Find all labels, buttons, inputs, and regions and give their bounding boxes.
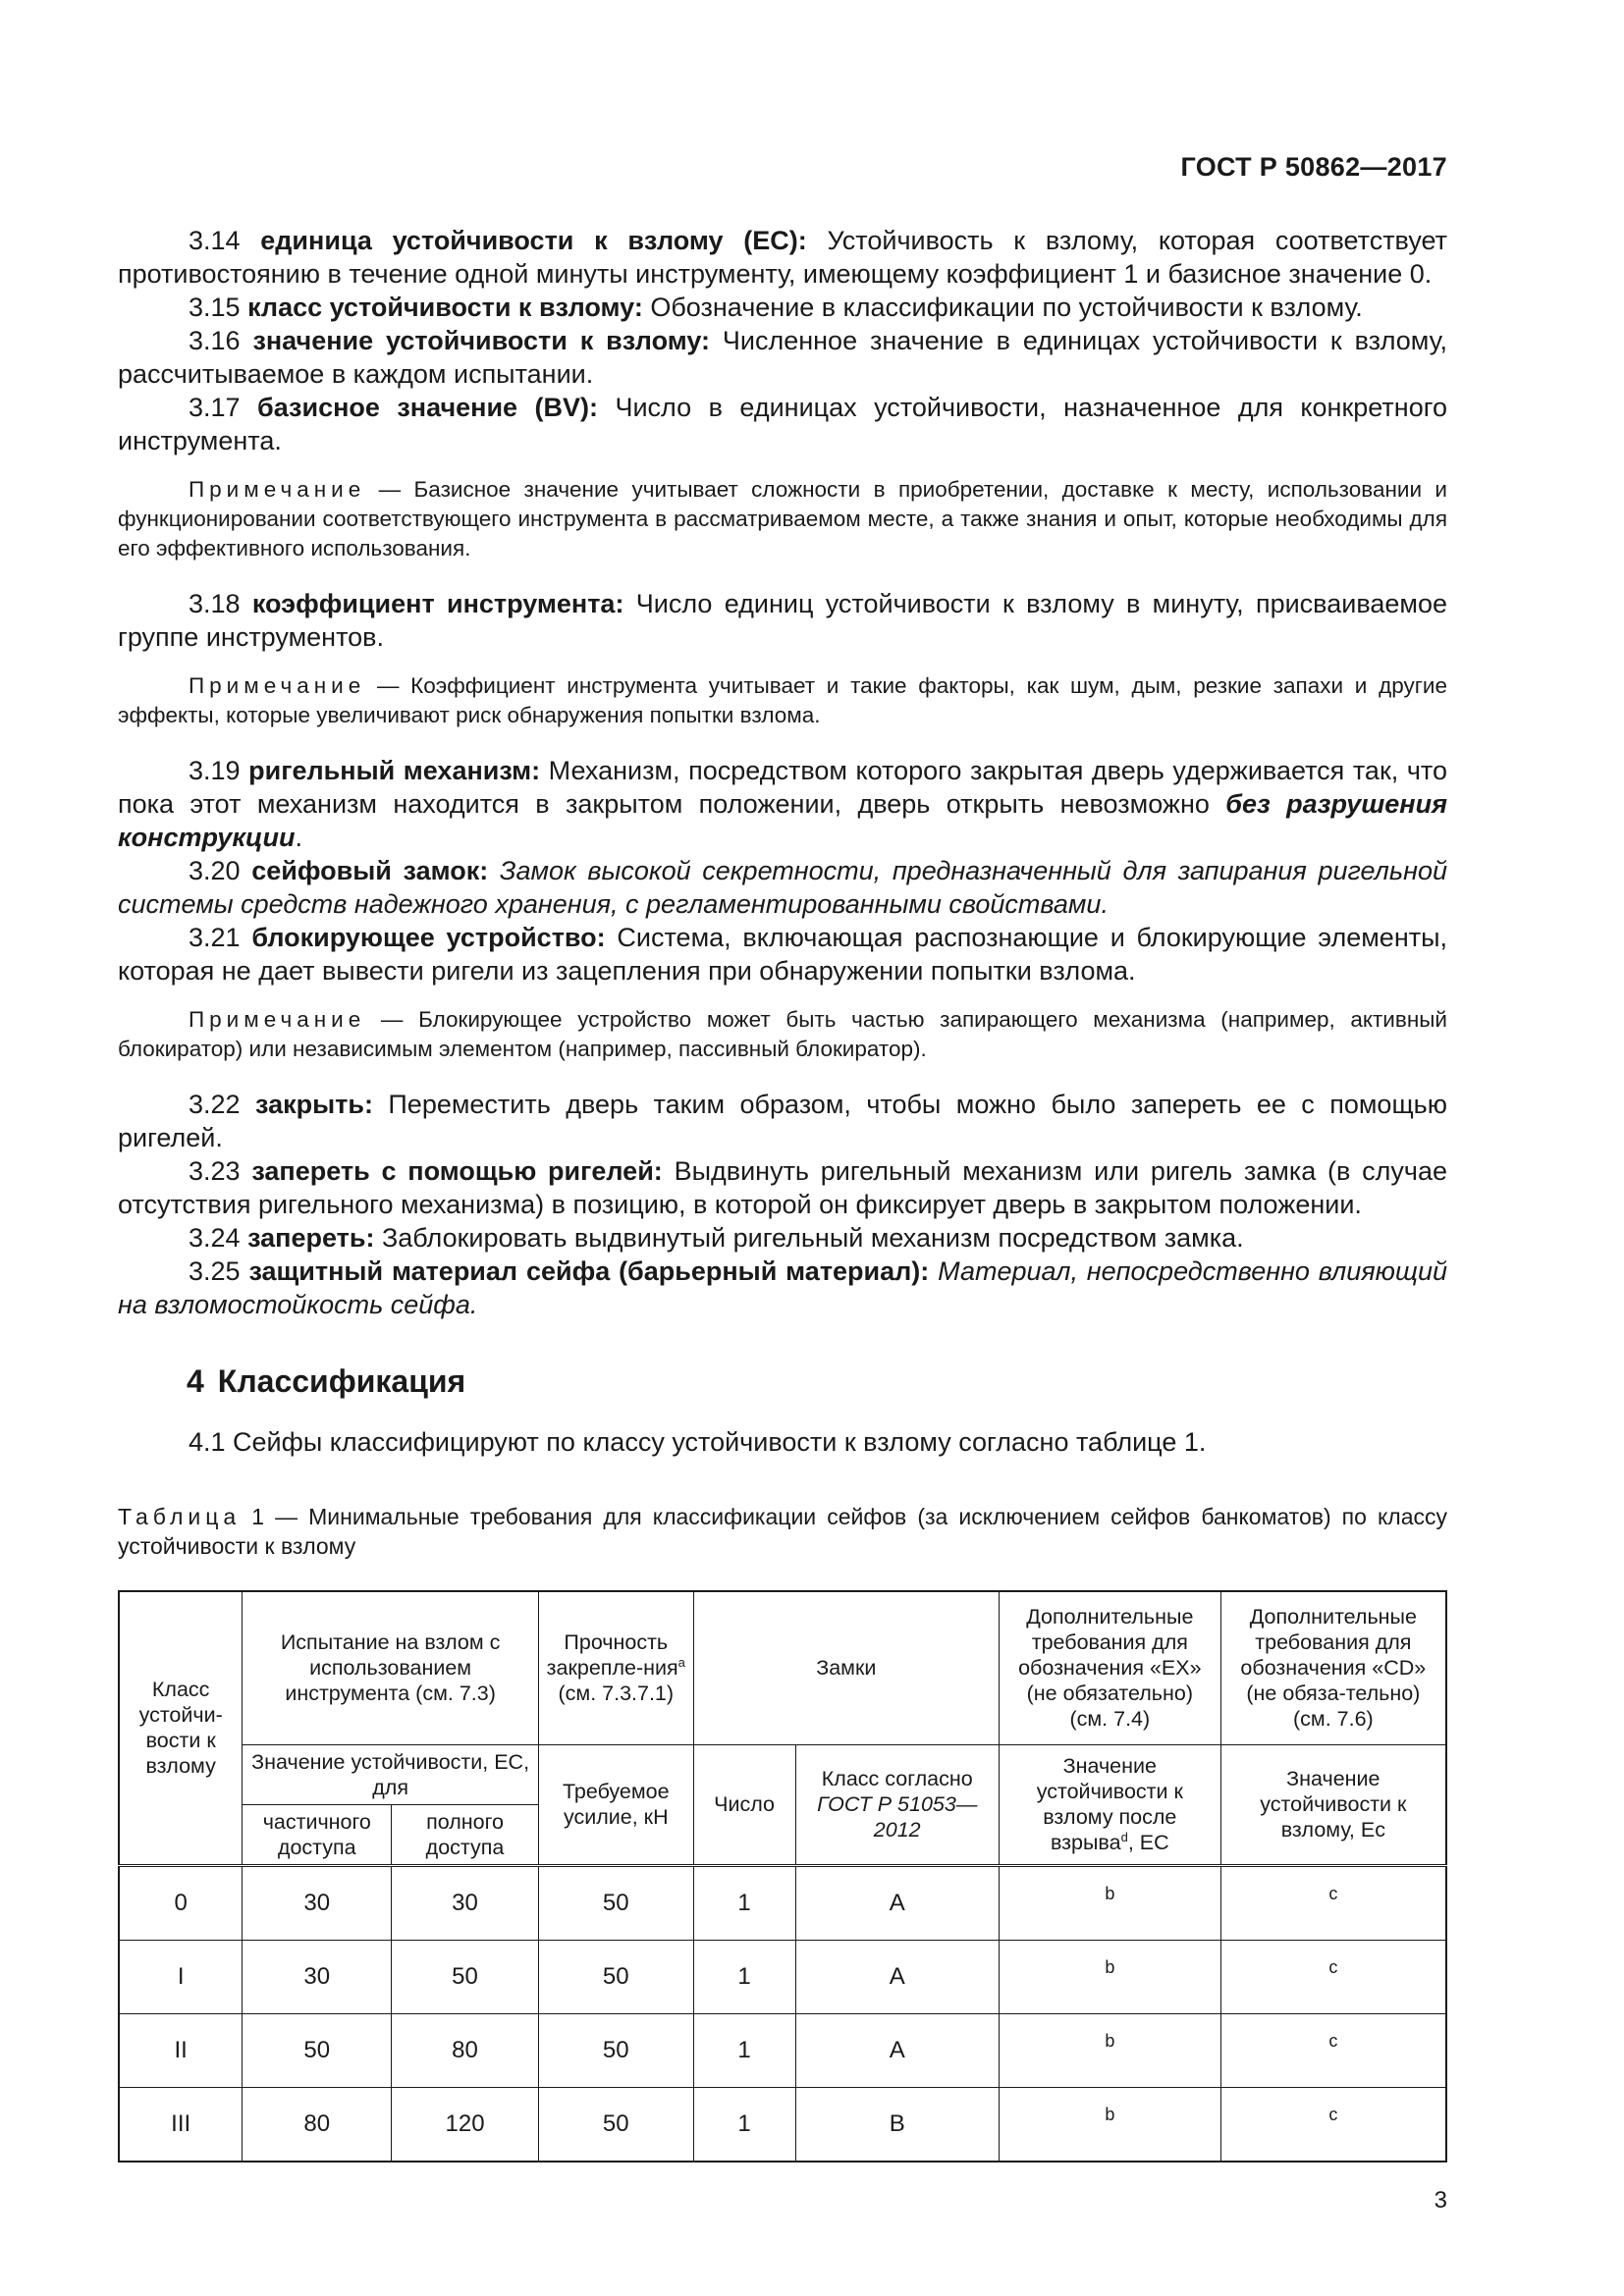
cell-partial: 80	[243, 2087, 392, 2162]
cell-force: 50	[538, 2013, 693, 2087]
cell-lock-class: B	[795, 2087, 999, 2162]
definition-3-15: 3.15 класс устойчивости к взлому: Обозначение в классификации по устойчивости к взлому.	[189, 293, 1363, 322]
cell-count: 1	[693, 1865, 795, 1940]
cell-ex: b	[999, 1865, 1220, 1940]
cell-ex: b	[999, 2013, 1220, 2087]
cell-ex: b	[999, 2087, 1220, 2162]
cell-force: 50	[538, 2087, 693, 2162]
cell-count: 1	[693, 2013, 795, 2087]
cell-full: 80	[392, 2013, 539, 2087]
cell-class: 0	[119, 1865, 243, 1940]
section-heading: 4 Классификация	[187, 1363, 466, 1399]
definition-3-21: 3.21 блокирующее устройство: Система, включающая распознающие и блокирующие элементы, которая не дает вывести ригели из зацепления при обнаружении попытки взлома.	[118, 923, 1447, 986]
definition-3-16: 3.16 значение устойчивости к взлому: Численное значение в единицах устойчивости к взлому, рассчитываемое в каждом испытании.	[118, 326, 1447, 389]
cell-count: 1	[693, 1940, 795, 2013]
header-ex-requirements: Дополнительные требования для обозначения «EX» (не обязательно) (см. 7.4)	[999, 1591, 1220, 1744]
definition-3-22: 3.22 закрыть: Переместить дверь таким образом, чтобы можно было запереть ее с помощью ригелей.	[118, 1090, 1447, 1152]
header-anchoring-strength: Прочность закрепле-ния$^a$ (см. 7.3.7.1)	[538, 1591, 693, 1744]
header-class: Класс устойчи-вости к взлому	[119, 1591, 243, 1865]
page-body	[118, 224, 1447, 2163]
cell-full: 50	[392, 1940, 539, 2013]
cell-count: 1	[693, 2087, 795, 2162]
definition-3-23: 3.23 запереть с помощью ригелей: Выдвинуть ригельный механизм или ригель замка (в случае отсутствия ригельного механизма) в позицию, в которой он фиксирует дверь в закрытом положении.	[118, 1156, 1447, 1219]
table-row	[119, 1940, 1446, 2013]
definition-3-18: 3.18 коэффициент инструмента: Число единиц устойчивости к взлому в минуту, присваиваемое группе инструментов.	[118, 589, 1447, 652]
cell-partial: 50	[243, 2013, 392, 2087]
page-number: 3	[1434, 2187, 1447, 2214]
cell-lock-class: A	[795, 1940, 999, 2013]
table-caption: Таблица 1 — Минимальные требования для классификации сейфов (за исключением сейфов банкоматов) по классу устойчивости к взлому	[118, 1504, 1447, 1559]
cell-partial: 30	[243, 1940, 392, 2013]
document-code: ГОСТ Р 50862—2017	[1180, 152, 1447, 182]
header-cd-requirements: Дополнительные требования для обозначения «CD» (не обяза-тельно) (см. 7.6)	[1220, 1591, 1446, 1744]
table-row	[119, 2013, 1446, 2087]
cell-class: III	[119, 2087, 243, 2162]
table-row	[119, 1865, 1446, 1940]
cell-class: II	[119, 2013, 243, 2087]
definition-3-17: 3.17 базисное значение (BV): Число в единицах устойчивости, назначенное для конкретного инструмента.	[118, 393, 1447, 455]
definition-3-20: 3.20 сейфовый замок: Замок высокой секретности, предназначенный для запирания ригельной системы средств надежного хранения, с регламентированными свойствами.	[118, 856, 1447, 919]
header-full-access: полного доступа	[392, 1804, 539, 1865]
note-blocking-device: Примечание — Блокирующее устройство может быть частью запирающего механизма (например, активный блокиратор) или независимым элементом (например, пассивный блокиратор).	[118, 1007, 1447, 1061]
table-row	[119, 2087, 1446, 2162]
cell-ex: b	[999, 1940, 1220, 2013]
cell-force: 50	[538, 1940, 693, 2013]
note-tool-coefficient: Примечание — Коэффициент инструмента учитывает и такие факторы, как шум, дым, резкие запахи и другие эффекты, которые увеличивают риск обнаружения попытки взлома.	[118, 673, 1447, 727]
header-resistance-value: Значение устойчивости, EC, для	[243, 1744, 539, 1804]
header-lock-class: Класс согласно ГОСТ Р 51053—2012	[795, 1744, 999, 1865]
cell-cd: c	[1220, 1865, 1446, 1940]
header-burglary-test: Испытание на взлом с использованием инструмента (см. 7.3)	[243, 1591, 539, 1744]
cell-cd: c	[1220, 2087, 1446, 2162]
classification-table	[118, 1590, 1447, 2163]
header-count: Число	[693, 1744, 795, 1865]
cell-partial: 30	[243, 1865, 392, 1940]
note-base-value: Примечание — Базисное значение учитывает сложности в приобретении, доставке к месту, использовании и функционировании соответствующего инструмента в рассматриваемом месте, а также знания и опыт, которые необходимы для его эффективного использования.	[118, 477, 1447, 561]
definition-3-25: 3.25 защитный материал сейфа (барьерный материал): Материал, непосредственно влияющий на взломостойкость сейфа.	[118, 1256, 1447, 1319]
paragraph-4-1: 4.1 Сейфы классифицируют по классу устойчивости к взлому согласно таблице 1.	[189, 1427, 1207, 1457]
cell-lock-class: A	[795, 1865, 999, 1940]
cell-full: 120	[392, 2087, 539, 2162]
cell-cd: c	[1220, 1940, 1446, 2013]
cell-cd: c	[1220, 2013, 1446, 2087]
header-ex-value: Значение устойчивости к взлому после взрыва$^d$, EC	[999, 1744, 1220, 1865]
cell-class: I	[119, 1940, 243, 2013]
definition-3-19: 3.19 ригельный механизм: Механизм, посредством которого закрытая дверь удерживается так, что пока этот механизм находится в закрытом положении, дверь открыть невозможно без разрушения конструкции.	[118, 756, 1447, 852]
definition-3-14: 3.14 единица устойчивости к взлому (EC): Устойчивость к взлому, которая соответствует противостоянию в течение одной минуты инструменту, имеющему коэффициент 1 и базисное значение 0.	[118, 226, 1447, 289]
header-locks: Замки	[693, 1591, 999, 1744]
header-required-force: Требуемое усилие, кН	[538, 1744, 693, 1865]
cell-lock-class: A	[795, 2013, 999, 2087]
cell-force: 50	[538, 1865, 693, 1940]
header-cd-value: Значение устойчивости к взлому, Ec	[1220, 1744, 1446, 1865]
cell-full: 30	[392, 1865, 539, 1940]
header-partial-access: частичного доступа	[243, 1804, 392, 1865]
definition-3-24: 3.24 запереть: Заблокировать выдвинутый ригельный механизм посредством замка.	[189, 1223, 1244, 1253]
